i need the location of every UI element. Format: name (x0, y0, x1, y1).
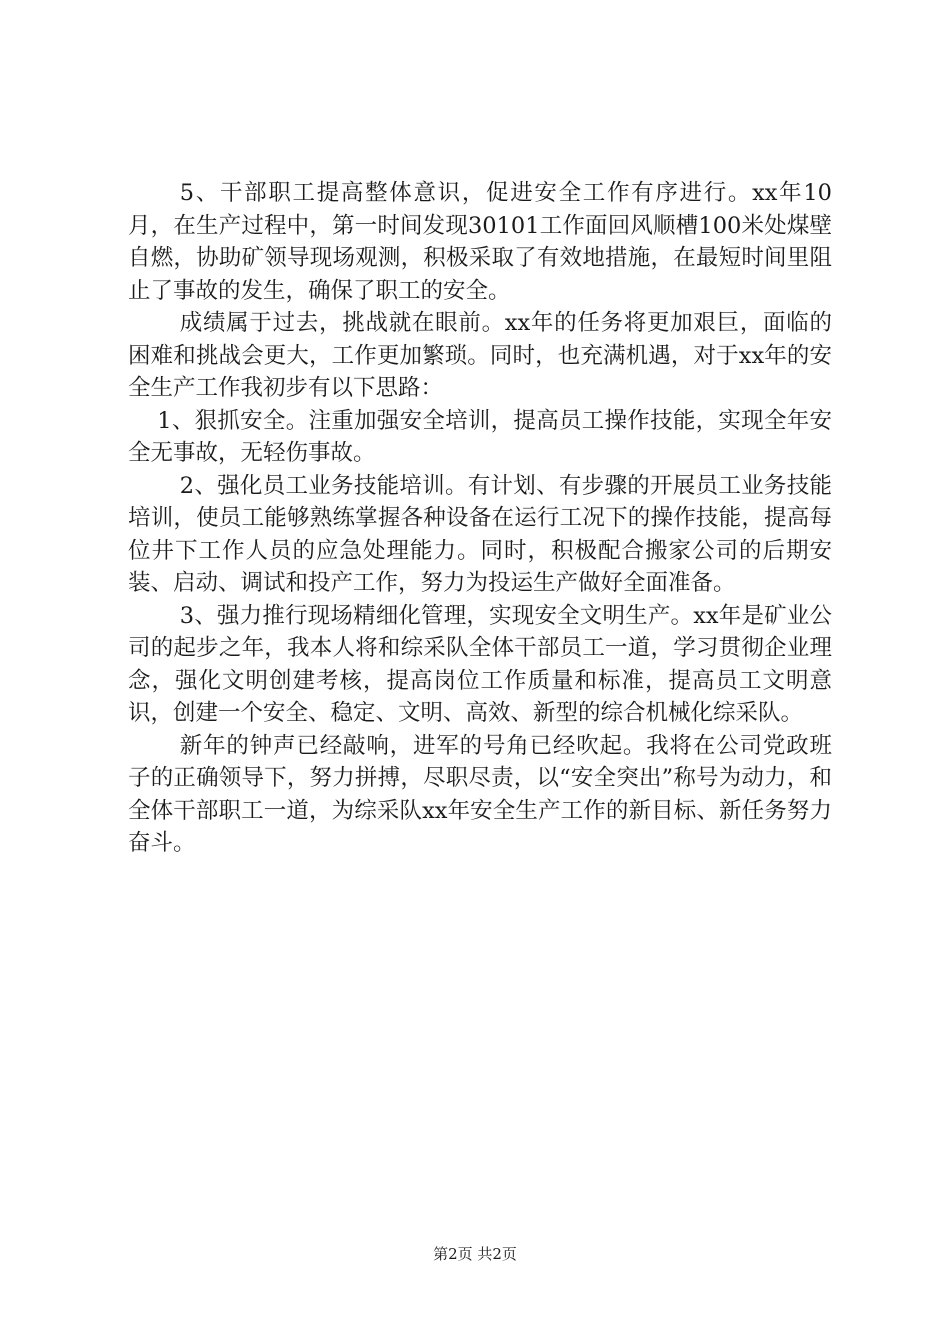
paragraph-plan-1: 1、狠抓安全。注重加强安全培训，提高员工操作技能，实现全年安全无事故，无轻伤事故。 (128, 407, 832, 466)
paragraph-outlook: 成绩属于过去，挑战就在眼前。xx年的任务将更加艰巨，面临的困难和挑战会更大，工作更加繁琐。同时，也充满机遇，对于xx年的安全生产工作我初步有以下思路： (128, 310, 832, 401)
paragraph-safety-awareness: 5、干部职工提高整体意识，促进安全工作有序进行。xx年10月，在生产过程中，第一时间发现30101工作面回风顺槽100米处煤壁自燃，协助矿领导现场观测，积极采取了有效地措施，在最短时间里阻止了事故的发生，确保了职工的安全。 (128, 180, 832, 304)
paragraph-conclusion: 新年的钟声已经敲响，进军的号角已经吹起。我将在公司党政班子的正确领导下，努力拼搏，尽职尽责，以“安全突出”称号为动力，和全体干部职工一道，为综采队xx年安全生产工作的新目标、新任务努力奋斗。 (128, 732, 832, 856)
paragraph-plan-2: 2、强化员工业务技能培训。有计划、有步骤的开展员工业务技能培训，使员工能够熟练掌握各种设备在运行工况下的操作技能，提高每位井下工作人员的应急处理能力。同时，积极配合搬家公司的后期安装、启动、调试和投产工作，努力为投运生产做好全面准备。 (128, 472, 832, 596)
page-footer: 第2页 共2页 (433, 1245, 517, 1263)
paragraph-plan-3: 3、强力推行现场精细化管理，实现安全文明生产。xx年是矿业公司的起步之年，我本人将和综采队全体干部员工一道，学习贯彻企业理念，强化文明创建考核，提高岗位工作质量和标准，提高员工文明意识，创建一个安全、稳定、文明、高效、新型的综合机械化综采队。 (128, 602, 832, 726)
document-body (128, 177, 832, 860)
